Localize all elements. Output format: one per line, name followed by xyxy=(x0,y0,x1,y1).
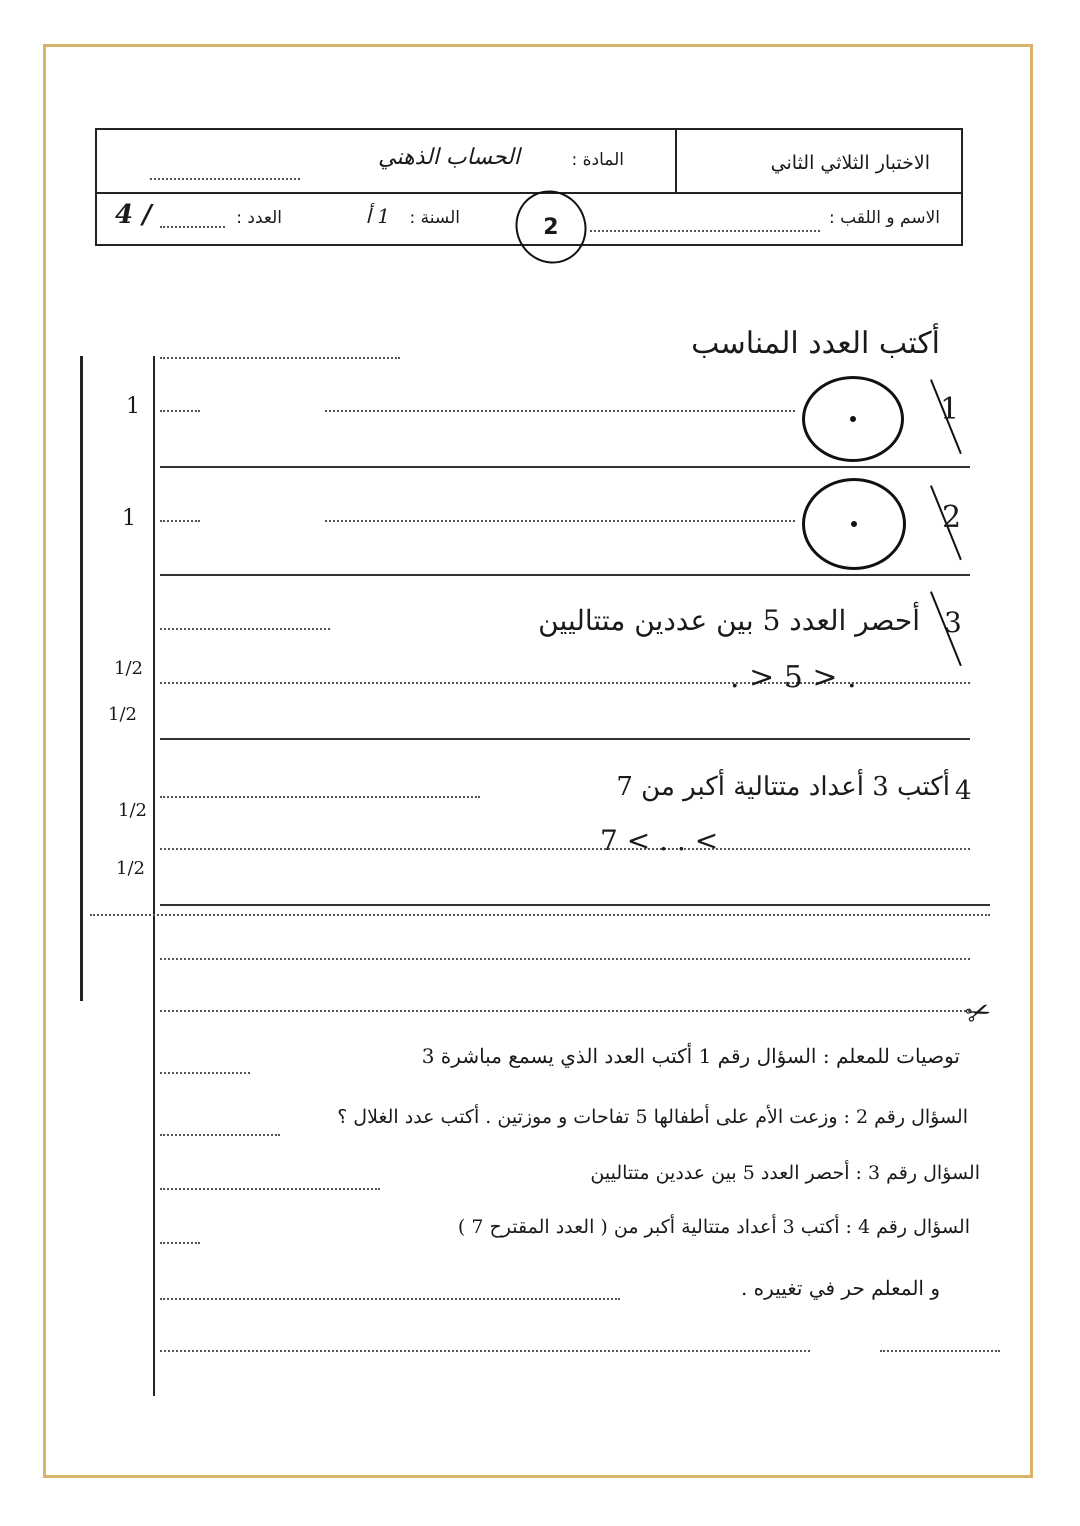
teacher-note-2: السؤال رقم 2 : وزعت الأم على أطفالها 5 تفاحات و موزتين . أكتب عدد الغلال ؟ xyxy=(337,1106,968,1128)
subject-value: الحساب الذهني xyxy=(378,145,520,170)
q3-number: 3 xyxy=(944,606,962,639)
q2-mark: 1 xyxy=(122,506,136,531)
q1-mark: 1 xyxy=(126,394,140,419)
q4-mark-a: 1/2 xyxy=(118,800,147,821)
teacher-note-5: و المعلم حر في تغييره . xyxy=(740,1276,940,1300)
q4-number: 4 xyxy=(955,776,972,806)
score-circle: 2 xyxy=(502,177,600,276)
year-value: 1 أ xyxy=(365,204,390,228)
name-label: الاسم و اللقب : xyxy=(829,208,940,228)
teacher-note-3: السؤال رقم 3 : أحصر العدد 5 بين عددين متتاليين xyxy=(590,1162,980,1184)
margin-rule-inner xyxy=(153,356,155,1396)
q2-number: 2 xyxy=(942,500,962,535)
q4-text: أكتب 3 أعداد متتالية أكبر من 7 xyxy=(616,772,950,802)
q1-answer-circle xyxy=(802,376,904,462)
q3-answer: . > 5 > . xyxy=(730,660,857,695)
q4-answer: 7 < . . < xyxy=(600,824,719,857)
total-score: 4 / xyxy=(115,200,152,230)
subject-label: المادة : xyxy=(571,150,624,170)
teacher-note-1: توصيات للمعلم : السؤال رقم 1 أكتب العدد الذي يسمع مباشرة 3 xyxy=(421,1044,960,1068)
instruction-text: أكتب العدد المناسب xyxy=(691,326,940,361)
number-label: العدد : xyxy=(236,208,282,228)
q3-text: أحصر العدد 5 بين عددين متتاليين xyxy=(538,604,920,637)
year-label: السنة : xyxy=(409,208,460,228)
q2-answer-circle xyxy=(802,478,906,570)
q1-number: 1 xyxy=(940,392,960,427)
q3-mark-b: 1/2 xyxy=(108,704,137,725)
q4-mark-b: 1/2 xyxy=(116,858,145,879)
teacher-note-4: السؤال رقم 4 : أكتب 3 أعداد متتالية أكبر من ( العدد المقترح 7 ) xyxy=(457,1216,970,1238)
margin-rule-outer xyxy=(80,356,83,1001)
q3-mark-a: 1/2 xyxy=(114,658,143,679)
exam-title: الاختبار الثلاثي الثاني xyxy=(770,152,930,174)
scissors-icon: ✂ xyxy=(960,992,997,1035)
